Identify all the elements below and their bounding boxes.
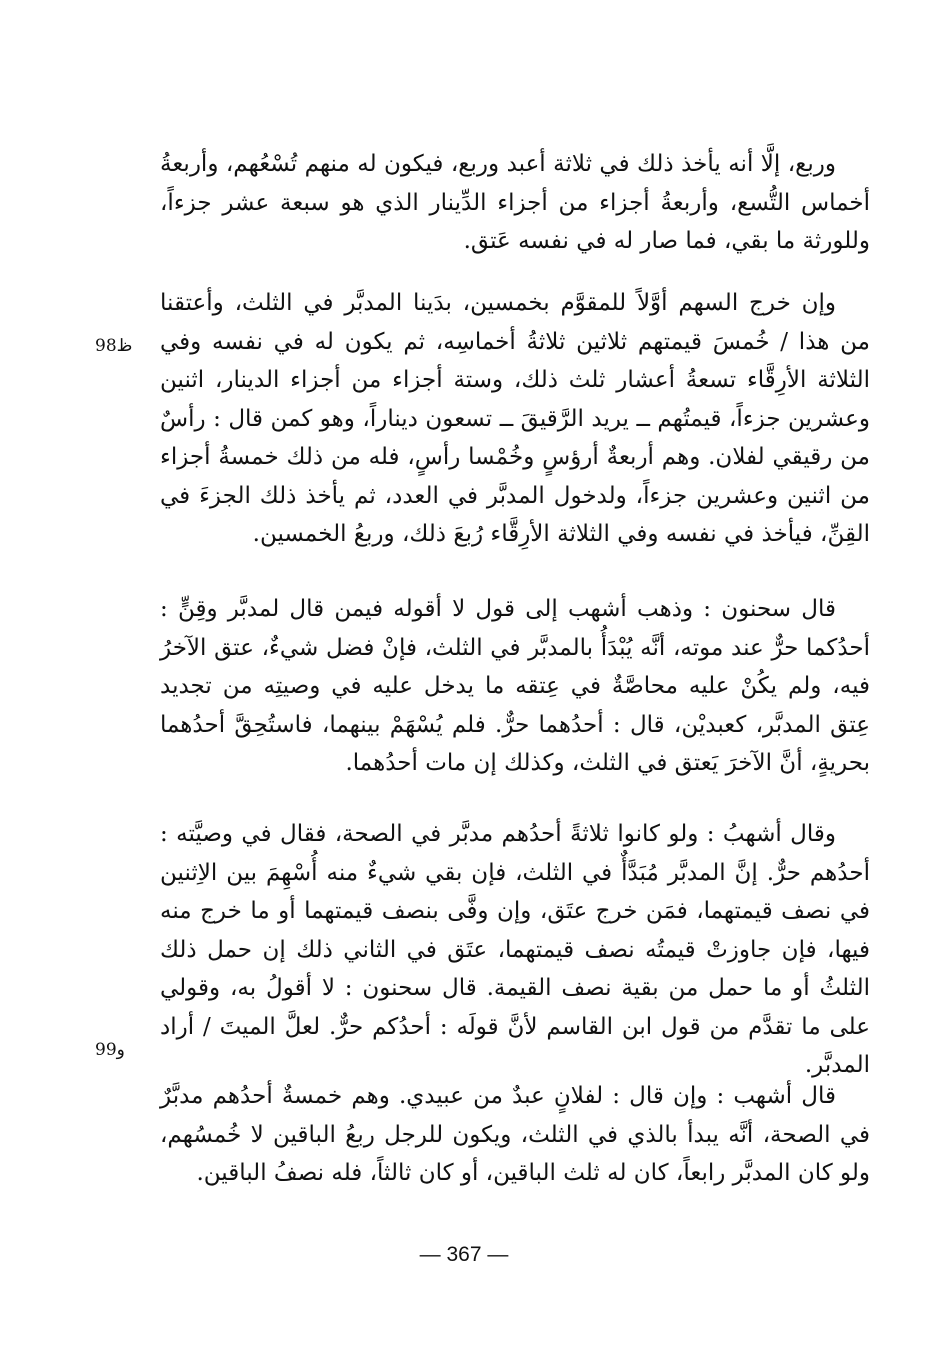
text-paragraph (160, 815, 870, 1085)
text-paragraph (160, 145, 870, 261)
paragraph-3: قال سحنون : وذهب أشهب إلى قول لا أقوله فيمن قال لمدبَّر وقِنٍّ : أحدُكما حرٌّ عند موته، أنَّه يُبْدَأُ بالمدبَّر في الثلث، فإنْ فضل شيءٌ، عتق الآخرُ فيه، ولم يكُنْ عليه محاصَّةٌ في عِتقه ما يدخل عليه في وصيتِه من تجديد عِتق المدبَّر، كعبديْن، قال : أحدُهما حرٌّ. فلم يُسْهَمْ بينهما، فاستُحِقَّ أحدُهما بحريةٍ، أنَّ الآخرَ يَعتق في الثلث، وكذلك إن مات أحدُهما. (160, 596, 870, 776)
paragraph-5: قال أشهب : وإن قال : لفلانٍ عبدٌ من عبيدي. وهم خمسةٌ أحدُهم مدبَّرٌ في الصحة، أنَّه يبدأ بالذي في الثلث، ويكون للرجل ربعُ الباقين لا خُمسُهم، ولو كان المدبَّر رابعاً، كان له ثلث الباقين، أو كان ثالثاً، فله نصفُ الباقين. (160, 1083, 870, 1186)
text-paragraph (160, 590, 870, 783)
margin-folio-ref: ظ98 (95, 336, 133, 356)
paragraph-2: وإن خرج السهم أوَّلاً للمقوَّم بخمسين، بدَينا المدبَّر في الثلث، وأعتقنا من هذا / خُمسَ قيمتهم ثلاثين ثلاثةُ أخماسِه، ثم يكون له في نفسه وفي الثلاثة الأرِقَّاء تسعةُ أعشار ثلث ذلك، وستة أجزاء من أجزاء الدينار، اثنين وعشرين جزءاً، قيمتُهم ــ يريد الرَّقيقَ ــ تسعون ديناراً، وهو كمن قال : رأسٌ من رقيقي لفلان. وهم أربعةٌ أرؤسٍ وخُمْسا رأسٍ، فله من ذلك خمسةُ أجزاء من اثنين وعشرين جزءاً، ولدخول المدبَّر في العدد، ثم يأخذ ذلك الجزءَ في القِنِّ، فيأخذ في نفسه وفي الثلاثة الأرِقَّاء رُبعَ ذلك، وربعُ الخمسين. (160, 290, 870, 547)
text-paragraph (160, 1077, 870, 1193)
page-number: — 367 — (419, 1243, 509, 1266)
paragraph-4: وقال أشهبُ : ولو كانوا ثلاثةً أحدُهم مدبَّر في الصحة، فقال في وصيَّته : أحدُهم حرٌّ. إنَّ المدبَّر مُبَدَّأٌ في الثلث، فإن بقي شيءٌ منه أُسْهِمَ بين الاِثنين في نصف قيمتهما، فمَن خرج عتَق، وإن وفَّى بنصف قيمتهما أو ما خرج منه فيها، فإن جاوزتْ قيمتُه نصف قيمتهما، عتَق في الثاني ذلك إن حمل ذلك الثلثُ أو ما حمل من بقية نصف القيمة. قال سحنون : لا أقولُ به، وقولي على ما تقدَّم من قول ابن القاسم لأنَّ قولَه : أحدُكم حرٌّ. لعلَّ الميتَ / أراد المدبَّر. (160, 821, 870, 1078)
paragraph-1: وربع، إلَّا أنه يأخذ ذلك في ثلاثة أعبد وربع، فيكون له منهم تُسْعُهم، وأربعةُ أخماس التُّسع، وأربعةُ أجزاء من أجزاء الدِّينار الذي هو سبعة عشر جزءاً، وللورثة ما بقي، فما صار له في نفسه عَتق. (160, 151, 870, 254)
margin-folio-ref: و99 (95, 1040, 125, 1060)
text-paragraph (160, 284, 870, 554)
